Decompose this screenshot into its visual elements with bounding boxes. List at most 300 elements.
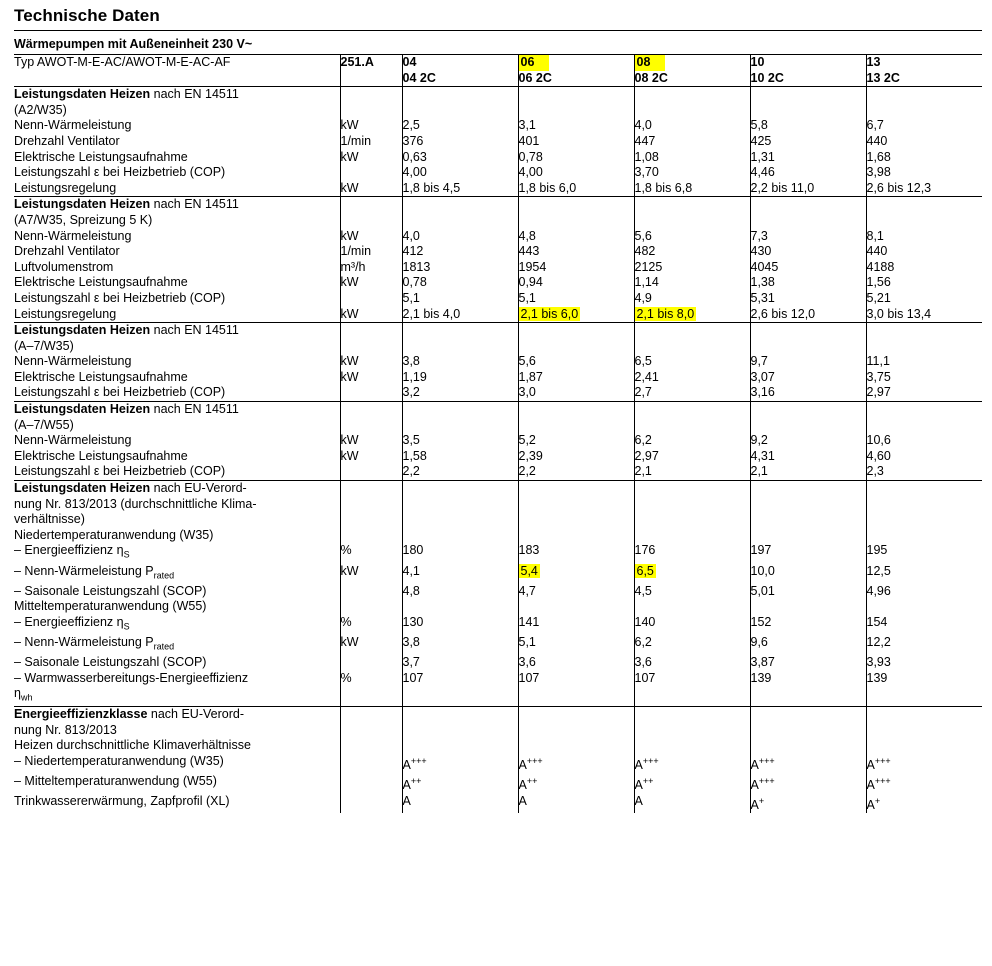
row-value: A+++ (750, 754, 866, 774)
row-value: 5,01 (750, 584, 866, 600)
section-data-cell (750, 402, 866, 434)
section-header-row (14, 87, 982, 119)
row-value: 4,7 (518, 584, 634, 600)
row-value: 3,7 (402, 655, 518, 671)
row-unit: kW (340, 307, 402, 323)
section-data-cell (866, 402, 982, 434)
row-value: 3,16 (750, 385, 866, 401)
row-value: 3,8 (402, 354, 518, 370)
row-value: 3,0 (518, 385, 634, 401)
row-value: 139 (750, 671, 866, 687)
row-label: Elektrische Leistungsaufnahme (14, 448, 188, 463)
section-title: Leistungsdaten Heizen nach EN 14511 (A–7/W35) (14, 323, 340, 355)
section-data-cell (518, 707, 634, 754)
row-value: 401 (518, 134, 634, 150)
row-value: 0,63 (402, 150, 518, 166)
table-row (14, 449, 982, 465)
row-value: A (518, 794, 634, 814)
row-value: 9,6 (750, 635, 866, 655)
row-value: 2,2 (518, 464, 634, 480)
row-value: 1,8 bis 6,0 (518, 181, 634, 197)
section-data-cell (866, 481, 982, 544)
table-row (14, 564, 982, 584)
row-value: 5,8 (750, 118, 866, 134)
row-label: Nenn-Wärmeleistung (14, 433, 132, 448)
row-value: A+++ (634, 754, 750, 774)
row-value: 3,6 (518, 655, 634, 671)
row-unit: kW (340, 181, 402, 197)
section-data-cell (750, 87, 866, 119)
row-value: 4,0 (634, 118, 750, 134)
row-value: 1,38 (750, 275, 866, 291)
header-column-06: 06 (518, 55, 634, 71)
row-value: 1,8 bis 4,5 (402, 181, 518, 197)
section-header-row (14, 707, 982, 754)
section-data-cell (402, 323, 518, 355)
section-data-cell (866, 323, 982, 355)
title-divider (14, 30, 982, 31)
row-value: 2,39 (518, 449, 634, 465)
row-unit: kW (340, 354, 402, 370)
table-row (14, 584, 982, 600)
row-label: – Energieeffizienz $\eta_S$ (14, 614, 130, 632)
row-value (750, 686, 866, 707)
row-value: 2,41 (634, 370, 750, 386)
row-value: 5,4 (518, 564, 634, 584)
section-data-cell (518, 481, 634, 544)
row-value: A++ (518, 774, 634, 794)
table-row (14, 686, 982, 707)
row-unit: % (340, 543, 402, 563)
section-data-cell (634, 197, 750, 229)
row-value (402, 599, 518, 615)
section-title: Leistungsdaten Heizen nach EN 14511 (A2/W35) (14, 87, 340, 119)
page-title: Technische Daten (14, 6, 160, 25)
row-value: 107 (634, 671, 750, 687)
header-type-label: Typ AWOT-M-E-AC/AWOT-M-E-AC-AF (14, 55, 340, 71)
header-unit-col: 251.A (340, 55, 402, 71)
row-unit: kW (340, 275, 402, 291)
row-value: 5,6 (518, 354, 634, 370)
row-value: 5,31 (750, 291, 866, 307)
row-label: – Nenn-Wärmeleistung $P_{rated}$ (14, 563, 175, 580)
row-value: 4,8 (518, 229, 634, 245)
row-value: 5,21 (866, 291, 982, 307)
row-value: 6,5 (634, 564, 750, 584)
row-value: 176 (634, 543, 750, 563)
table-row (14, 754, 982, 774)
row-value: 197 (750, 543, 866, 563)
row-value: 5,1 (518, 635, 634, 655)
row-value: 425 (750, 134, 866, 150)
table-row (14, 464, 982, 480)
row-unit (340, 165, 402, 181)
row-unit (340, 774, 402, 794)
section-data-cell (402, 87, 518, 119)
header-column-sub-08: 08 2C (634, 71, 750, 87)
row-value: 2,1 bis 8,0 (634, 307, 750, 323)
row-value (866, 599, 982, 615)
table-row (14, 229, 982, 245)
row-label: Leistungszahl ε bei Heizbetrieb (COP) (14, 290, 226, 305)
table-row (14, 291, 982, 307)
row-value: 2,1 bis 4,0 (402, 307, 518, 323)
row-value: 440 (866, 134, 982, 150)
row-value: 7,3 (750, 229, 866, 245)
row-label: – Mitteltemperaturanwendung (W55) (14, 773, 217, 788)
section-unit-cell (340, 402, 402, 434)
row-label: Drehzahl Ventilator (14, 133, 120, 148)
row-value: 0,78 (518, 150, 634, 166)
row-value: 9,2 (750, 433, 866, 449)
row-value: 3,0 bis 13,4 (866, 307, 982, 323)
row-value: 412 (402, 244, 518, 260)
row-value: 3,6 (634, 655, 750, 671)
table-header-row (14, 55, 982, 71)
row-value (634, 599, 750, 615)
row-value: 10,6 (866, 433, 982, 449)
table-row (14, 655, 982, 671)
row-value: 2,2 (402, 464, 518, 480)
section-data-cell (634, 87, 750, 119)
row-label: – Saisonale Leistungszahl (SCOP) (14, 654, 207, 669)
row-value: 3,70 (634, 165, 750, 181)
row-value: 4188 (866, 260, 982, 276)
row-value: 4,5 (634, 584, 750, 600)
row-value: 4,8 (402, 584, 518, 600)
row-unit: kW (340, 370, 402, 386)
technical-data-page (0, 6, 992, 813)
header-column-08: 08 (634, 55, 750, 71)
row-value: 2125 (634, 260, 750, 276)
row-value: 0,78 (402, 275, 518, 291)
table-row (14, 433, 982, 449)
row-value: 1,58 (402, 449, 518, 465)
row-value: 152 (750, 615, 866, 635)
table-row (14, 599, 982, 615)
row-unit: kW (340, 564, 402, 584)
row-value: 4,46 (750, 165, 866, 181)
row-value: 4,00 (518, 165, 634, 181)
row-label: Elektrische Leistungsaufnahme (14, 275, 188, 290)
row-value: 0,94 (518, 275, 634, 291)
row-unit (340, 655, 402, 671)
row-value: A+++ (750, 774, 866, 794)
table-row (14, 260, 982, 276)
row-unit: m³/h (340, 260, 402, 276)
row-label: Leistungsregelung (14, 306, 117, 321)
row-value: A (634, 794, 750, 814)
row-value: 3,75 (866, 370, 982, 386)
header-column-sub-10: 10 2C (750, 71, 866, 87)
row-value: 107 (402, 671, 518, 687)
header-column-13: 13 (866, 55, 982, 71)
row-value: 12,5 (866, 564, 982, 584)
row-value: 6,5 (634, 354, 750, 370)
table-row (14, 150, 982, 166)
row-value: 4,1 (402, 564, 518, 584)
section-unit-cell (340, 323, 402, 355)
row-value: 4,31 (750, 449, 866, 465)
section-data-cell (402, 481, 518, 544)
row-unit (340, 794, 402, 814)
row-value: 180 (402, 543, 518, 563)
row-value: 5,6 (634, 229, 750, 245)
row-value: 6,2 (634, 433, 750, 449)
row-value: 9,7 (750, 354, 866, 370)
table-row (14, 774, 982, 794)
section-data-cell (518, 323, 634, 355)
row-label: Nenn-Wärmeleistung (14, 228, 132, 243)
row-value: 440 (866, 244, 982, 260)
section-data-cell (402, 197, 518, 229)
row-value: 1,19 (402, 370, 518, 386)
row-value: 1,56 (866, 275, 982, 291)
table-header-subrow (14, 71, 982, 87)
row-value: 5,1 (402, 291, 518, 307)
row-value: 2,7 (634, 385, 750, 401)
table-row (14, 181, 982, 197)
row-value: 1813 (402, 260, 518, 276)
row-label: Mitteltemperaturanwendung (W55) (14, 599, 207, 614)
row-value: 139 (866, 671, 982, 687)
row-value: 4,96 (866, 584, 982, 600)
row-value: 3,93 (866, 655, 982, 671)
row-label: – Energieeffizienz $\eta_S$ (14, 543, 130, 560)
row-label: – Niedertemperaturanwendung (W35) (14, 754, 224, 769)
row-unit (340, 464, 402, 480)
row-value: A+++ (402, 754, 518, 774)
row-value: 1,08 (634, 150, 750, 166)
row-value: 3,8 (402, 635, 518, 655)
row-value: A (402, 794, 518, 814)
row-value: 141 (518, 615, 634, 635)
header-column-10: 10 (750, 55, 866, 71)
row-value: 5,1 (518, 291, 634, 307)
row-value: 4045 (750, 260, 866, 276)
row-value: 130 (402, 615, 518, 635)
row-value: 4,9 (634, 291, 750, 307)
table-subtitle: Wärmepumpen mit Außeneinheit 230 V~ (14, 37, 253, 51)
row-value: 3,98 (866, 165, 982, 181)
row-value: 3,1 (518, 118, 634, 134)
header-unit-spacer (340, 71, 402, 87)
section-data-cell (402, 707, 518, 754)
row-value: 443 (518, 244, 634, 260)
row-label: Leistungszahl ε bei Heizbetrieb (COP) (14, 464, 226, 479)
section-title: Leistungsdaten Heizen nach EN 14511 (A–7/W55) (14, 402, 340, 434)
row-value (518, 599, 634, 615)
section-data-cell (634, 402, 750, 434)
section-unit-cell (340, 197, 402, 229)
row-unit: % (340, 671, 402, 687)
header-column-sub-04: 04 2C (402, 71, 518, 87)
table-row (14, 354, 982, 370)
row-value: A+ (866, 794, 982, 814)
row-unit (340, 599, 402, 615)
row-value: 2,1 (634, 464, 750, 480)
row-value: 107 (518, 671, 634, 687)
section-data-cell (518, 197, 634, 229)
section-title: Leistungsdaten Heizen nach EU-Verord- nung Nr. 813/2013 (durchschnittliche Klima- verhältnisse) Niedertemperaturanwendung (W35) (14, 481, 340, 544)
section-header-row (14, 402, 982, 434)
row-value: 4,0 (402, 229, 518, 245)
row-value: 482 (634, 244, 750, 260)
row-unit: kW (340, 635, 402, 655)
row-value: 5,2 (518, 433, 634, 449)
section-data-cell (518, 87, 634, 119)
row-value: 2,2 bis 11,0 (750, 181, 866, 197)
table-row (14, 635, 982, 655)
row-value: 140 (634, 615, 750, 635)
section-header-row (14, 481, 982, 544)
row-value: 447 (634, 134, 750, 150)
row-value: 2,3 (866, 464, 982, 480)
row-value: 1954 (518, 260, 634, 276)
row-value (634, 686, 750, 707)
section-data-cell (750, 323, 866, 355)
row-value: 2,6 bis 12,3 (866, 181, 982, 197)
row-value: 1,68 (866, 150, 982, 166)
row-value (518, 686, 634, 707)
header-column-sub-13: 13 2C (866, 71, 982, 87)
row-label: Elektrische Leistungsaufnahme (14, 149, 188, 164)
row-value: 1,14 (634, 275, 750, 291)
row-value: 6,7 (866, 118, 982, 134)
table-row (14, 307, 982, 323)
row-value: 3,87 (750, 655, 866, 671)
row-unit: kW (340, 433, 402, 449)
section-data-cell (518, 402, 634, 434)
row-value: 6,2 (634, 635, 750, 655)
row-value (750, 599, 866, 615)
row-label: – Nenn-Wärmeleistung $P_{rated}$ (14, 634, 175, 652)
row-label: – Warmwasserbereitungs-Energieeffizienz (14, 670, 249, 685)
row-unit: 1/min (340, 244, 402, 260)
section-data-cell (866, 197, 982, 229)
section-data-cell (750, 707, 866, 754)
row-value: 1,87 (518, 370, 634, 386)
row-unit: 1/min (340, 134, 402, 150)
section-title: Leistungsdaten Heizen nach EN 14511 (A7/W35, Spreizung 5 K) (14, 197, 340, 229)
row-label: $\eta_{wh}$ (14, 686, 33, 703)
row-value: 2,97 (866, 385, 982, 401)
row-label: Trinkwassererwärmung, Zapfprofil (XL) (14, 793, 230, 808)
row-value: 1,31 (750, 150, 866, 166)
row-value: 195 (866, 543, 982, 563)
row-value: A++ (402, 774, 518, 794)
table-row (14, 275, 982, 291)
row-value: 2,97 (634, 449, 750, 465)
row-label: Luftvolumenstrom (14, 259, 114, 274)
row-label: – Saisonale Leistungszahl (SCOP) (14, 583, 207, 598)
row-label: Drehzahl Ventilator (14, 244, 120, 259)
row-label: Nenn-Wärmeleistung (14, 354, 132, 369)
section-data-cell (634, 481, 750, 544)
row-value (402, 686, 518, 707)
row-value: A++ (634, 774, 750, 794)
table-row (14, 543, 982, 563)
section-unit-cell (340, 707, 402, 754)
row-value: 2,1 bis 6,0 (518, 307, 634, 323)
table-row (14, 165, 982, 181)
row-value: 3,2 (402, 385, 518, 401)
header-column-sub-06: 06 2C (518, 71, 634, 87)
row-value: A+++ (866, 754, 982, 774)
row-value: 376 (402, 134, 518, 150)
row-unit (340, 686, 402, 707)
row-value: 2,6 bis 12,0 (750, 307, 866, 323)
row-value: 154 (866, 615, 982, 635)
row-value: A+++ (866, 774, 982, 794)
section-unit-cell (340, 481, 402, 544)
table-row (14, 244, 982, 260)
row-label: Leistungsregelung (14, 180, 117, 195)
row-value: A+++ (518, 754, 634, 774)
row-value: 183 (518, 543, 634, 563)
row-unit: kW (340, 150, 402, 166)
section-data-cell (866, 87, 982, 119)
section-header-row (14, 323, 982, 355)
row-unit: % (340, 615, 402, 635)
row-unit (340, 291, 402, 307)
row-value: 2,1 (750, 464, 866, 480)
section-title: Energieeffizienzklasse nach EU-Verord- nung Nr. 813/2013 Heizen durchschnittliche Klimaverhältnisse (14, 707, 340, 754)
row-value: A+ (750, 794, 866, 814)
table-row (14, 134, 982, 150)
row-unit: kW (340, 118, 402, 134)
table-row (14, 118, 982, 134)
table-row (14, 671, 982, 687)
section-data-cell (402, 402, 518, 434)
row-label: Leistungszahl ε bei Heizbetrieb (COP) (14, 165, 226, 180)
section-data-cell (866, 707, 982, 754)
row-value: 12,2 (866, 635, 982, 655)
section-header-row (14, 197, 982, 229)
row-unit (340, 385, 402, 401)
table-row (14, 370, 982, 386)
row-unit (340, 754, 402, 774)
table-row (14, 615, 982, 635)
section-data-cell (750, 481, 866, 544)
row-value: 430 (750, 244, 866, 260)
row-value: 2,5 (402, 118, 518, 134)
row-value: 1,8 bis 6,8 (634, 181, 750, 197)
row-label: Leistungszahl ε bei Heizbetrieb (COP) (14, 385, 226, 400)
row-value: 10,0 (750, 564, 866, 584)
header-spacer (14, 71, 340, 87)
table-row (14, 385, 982, 401)
row-value: 8,1 (866, 229, 982, 245)
section-data-cell (750, 197, 866, 229)
section-unit-cell (340, 87, 402, 119)
row-value: 4,60 (866, 449, 982, 465)
specifications-table (14, 54, 982, 813)
row-value: 3,5 (402, 433, 518, 449)
row-value: 3,07 (750, 370, 866, 386)
row-unit (340, 584, 402, 600)
row-unit: kW (340, 449, 402, 465)
row-value: 11,1 (866, 354, 982, 370)
row-value (866, 686, 982, 707)
header-column-04: 04 (402, 55, 518, 71)
row-unit: kW (340, 229, 402, 245)
row-label: Nenn-Wärmeleistung (14, 118, 132, 133)
section-data-cell (634, 323, 750, 355)
table-row (14, 794, 982, 814)
section-data-cell (634, 707, 750, 754)
row-value: 4,00 (402, 165, 518, 181)
